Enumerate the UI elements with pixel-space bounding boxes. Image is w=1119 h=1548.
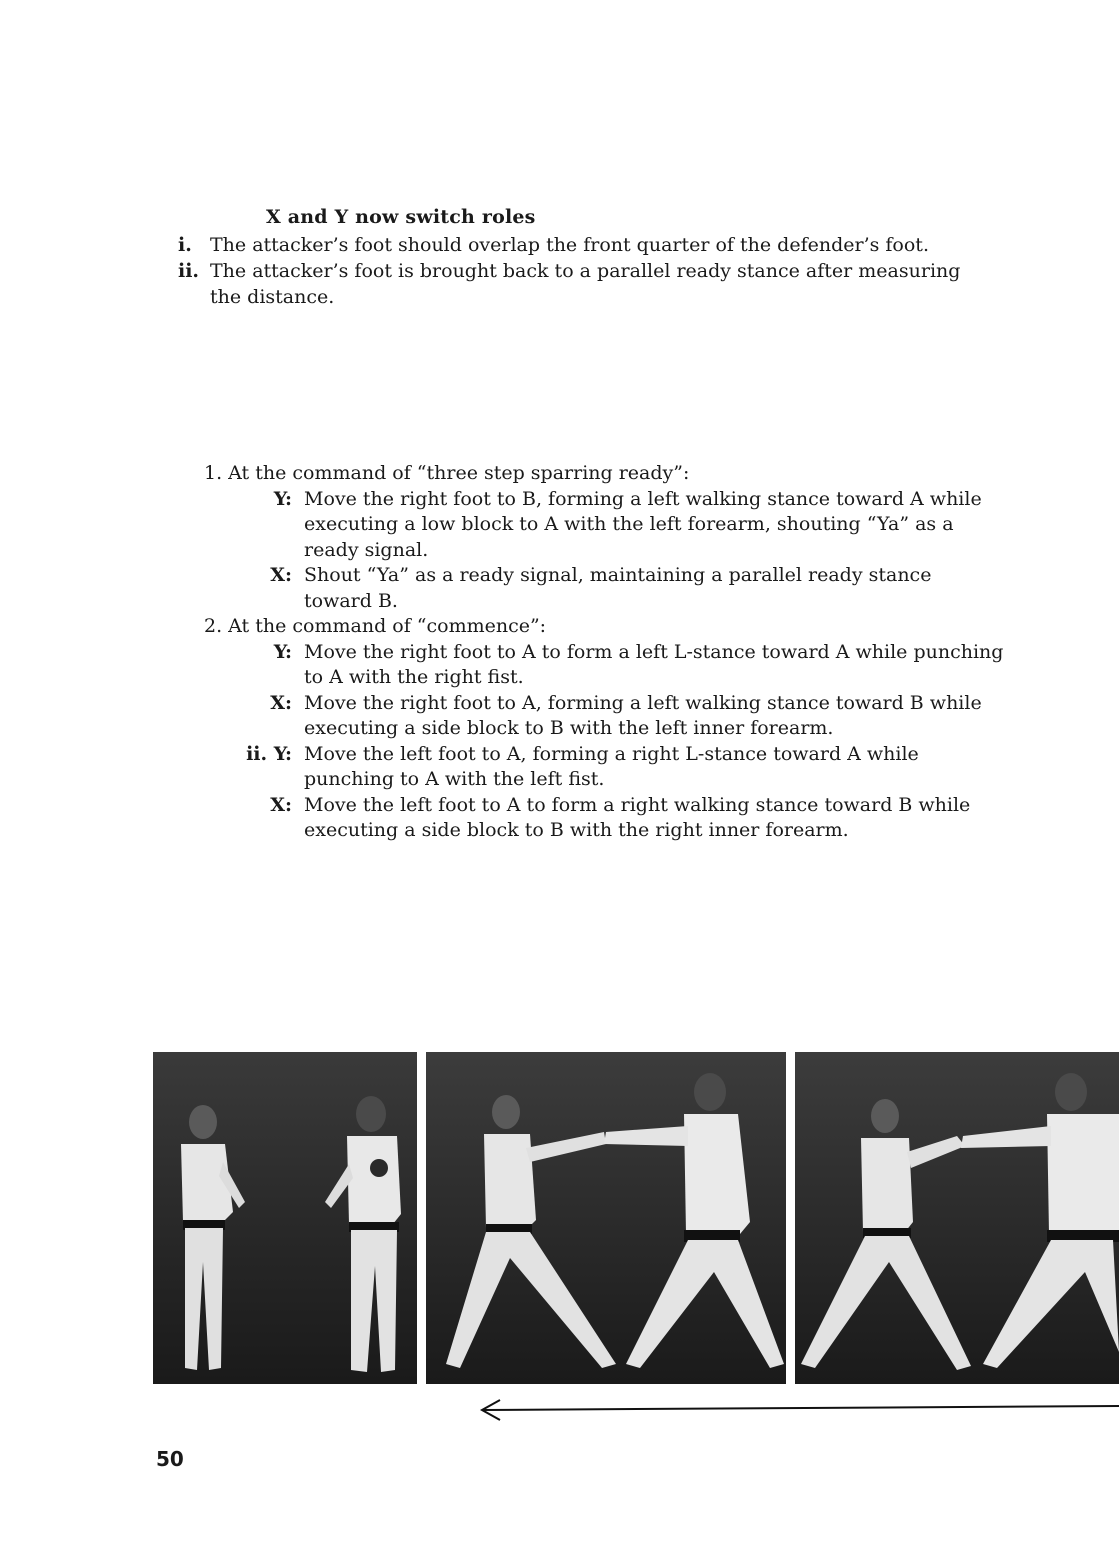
note-item <box>178 232 978 258</box>
action-text: Move the right foot to A to form a left L-stance toward A while punching to A with the right fist. <box>304 640 1004 688</box>
photo-punch-and-block-2-image <box>795 1052 1119 1384</box>
step-action <box>204 563 1004 614</box>
action-actor: Y: <box>273 640 292 663</box>
photo-punch-and-block-1 <box>426 1052 786 1384</box>
step-label: 2. At the command of “commence”: <box>204 615 547 637</box>
note-marker: ii. <box>178 260 200 282</box>
photo-punch-and-block-1-image <box>426 1052 786 1384</box>
action-text: Move the left foot to A, forming a right L-stance toward A while punching to A with the left fist. <box>304 742 919 790</box>
note-text: The attacker’s foot is brought back to a parallel ready stance after measuring the distance. <box>210 260 961 308</box>
step-action <box>204 640 1004 691</box>
note-marker: i. <box>178 234 192 256</box>
step-action <box>204 487 1004 564</box>
action-actor: ii. Y: <box>246 742 292 765</box>
section-heading: X and Y now switch roles <box>266 206 536 228</box>
action-text: Move the left foot to A to form a right walking stance toward B while executing a side block to B with the right inner forearm. <box>304 793 971 841</box>
action-actor: X: <box>270 793 292 816</box>
action-text: Move the right foot to A, forming a left walking stance toward B while executing a side block to B with the left inner forearm. <box>304 691 982 739</box>
photo-strip <box>150 1052 1119 1388</box>
note-item <box>178 258 978 310</box>
page-number: 50 <box>156 1447 184 1471</box>
steps-list <box>204 461 1004 844</box>
step-action <box>204 742 1004 793</box>
action-text: Move the right foot to B, forming a left walking stance toward A while executing a low block to A with the left forearm, shouting “Ya” as a ready signal. <box>304 487 982 561</box>
photo-ready-stance-image <box>153 1052 417 1384</box>
step-action <box>204 691 1004 742</box>
note-text: The attacker’s foot should overlap the front quarter of the defender’s foot. <box>210 234 929 256</box>
action-actor: X: <box>270 691 292 714</box>
photo-ready-stance <box>153 1052 417 1384</box>
photo-punch-and-block-2 <box>795 1052 1119 1384</box>
action-actor: Y: <box>273 487 292 510</box>
notes-list <box>178 232 978 310</box>
arrow-left-icon <box>478 1397 1119 1423</box>
step-label: 1. At the command of “three step sparring ready”: <box>204 462 690 484</box>
step-action <box>204 793 1004 844</box>
action-text: Shout “Ya” as a ready signal, maintaining a parallel ready stance toward B. <box>304 564 932 612</box>
action-actor: X: <box>270 564 292 586</box>
